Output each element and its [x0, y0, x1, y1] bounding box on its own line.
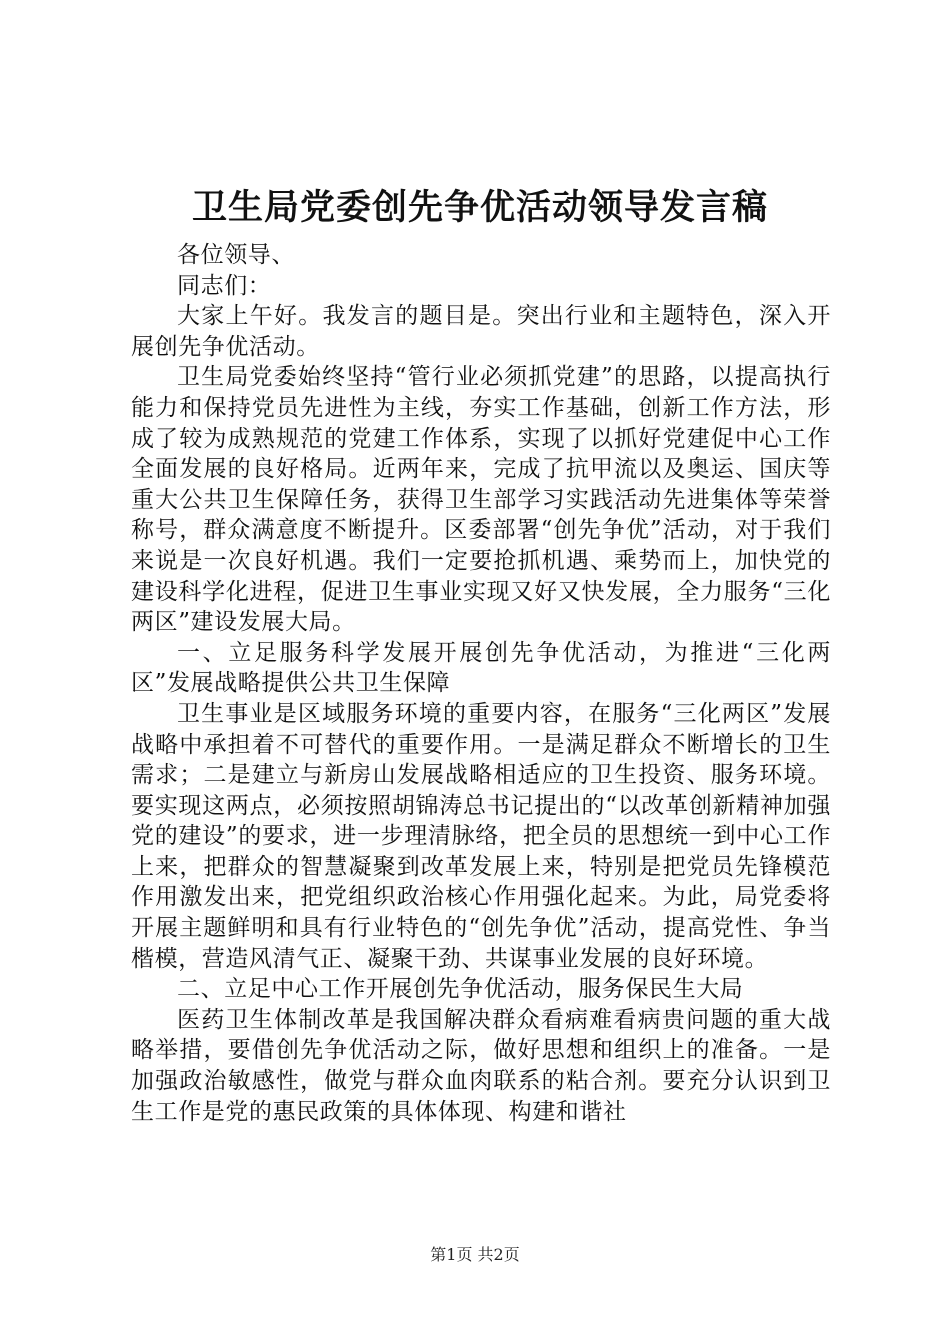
section-heading: 一、立足服务科学发展开展创先争优活动，为推进“三化两区”发展战略提供公共卫生保障 — [131, 639, 831, 697]
salutation-line: 各位领导、 — [177, 242, 295, 268]
salutation-line: 同志们： — [177, 272, 272, 299]
body-paragraph: 卫生局党委始终坚持“管行业必须抓党建”的思路，以提高执行能力和保持党员先进性为主线，夯实工作基础，创新工作方法，形成了较为成熟规范的党建工作体系，实现了以抓好党建促中心工作全面发展的良好格局。近两年来，完成了抗甲流以及奥运、国庆等重大公共卫生保障任务，获得卫生部学习实践活动先进集体等荣誉称号，群众满意度不断提升。区委部署“创先争优”活动，对于我们来说是一次良好机遇。我们一定要抢抓机遇、乘势而上，加快党的建设科学化进程，促进卫生事业实现又好又快发展，全力服务“三化两区”建设发展大局。 — [131, 364, 831, 636]
document-title: 卫生局党委创先争优活动领导发言稿 — [191, 187, 768, 228]
body-paragraph: 卫生事业是区域服务环境的重要内容，在服务“三化两区”发展战略中承担着不可替代的重要作用。一是满足群众不断增长的卫生需求；二是建立与新房山发展战略相适应的卫生投资、服务环境。要实现这两点，必须按照胡锦涛总书记提出的“以改革创新精神加强党的建设”的要求，进一步理清脉络，把全员的思想统一到中心工作上来，把群众的智慧凝聚到改革发展上来，特别是把党员先锋模范作用激发出来，把党组织政治核心作用强化起来。为此，局党委将开展主题鲜明和具有行业特色的“创先争优”活动，提高党性、争当楷模，营造风清气正、凝聚干劲、共谋事业发展的良好环境。 — [131, 700, 831, 972]
section-heading: 二、立足中心工作开展创先争优活动，服务保民生大局 — [177, 976, 744, 1003]
body-paragraph: 医药卫生体制改革是我国解决群众看病难看病贵问题的重大战略举措，要借创先争优活动之际，做好思想和组织上的准备。一是加强政治敏感性，做党与群众血肉联系的粘合剂。要充分认识到卫生工作是党的惠民政策的具体体现、构建和谐社 — [131, 1006, 831, 1125]
page-number-footer: 第1页 共2页 — [430, 1245, 520, 1264]
document-body — [131, 240, 831, 1127]
body-paragraph: 大家上午好。我发言的题目是。突出行业和主题特色，深入开展创先争优活动。 — [131, 303, 831, 360]
